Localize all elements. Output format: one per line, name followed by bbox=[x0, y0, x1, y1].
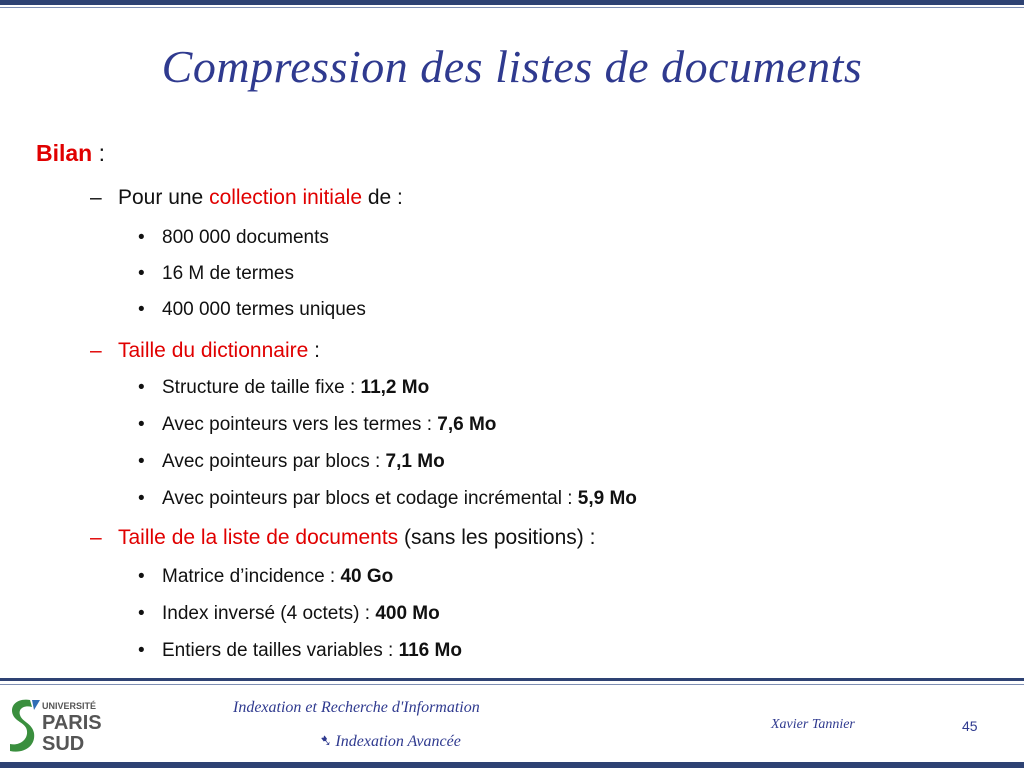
documents-heading bbox=[90, 526, 595, 550]
documents-item-text: Matrice d’incidence : bbox=[162, 566, 341, 587]
university-logo bbox=[6, 696, 116, 756]
documents-item-value: 400 Mo bbox=[375, 603, 440, 624]
footer-subtitle-text: Indexation Avancée bbox=[331, 733, 461, 750]
slide-title: Compression des listes de documents bbox=[161, 41, 863, 92]
bilan-label: Bilan bbox=[36, 140, 93, 166]
bottom-border-bar bbox=[0, 762, 1024, 768]
bullet-marker: • bbox=[138, 566, 145, 587]
bullet-marker: • bbox=[138, 227, 145, 248]
bullet-marker: • bbox=[138, 451, 145, 472]
logo-line2: PARIS bbox=[42, 712, 102, 734]
logo-line3: SUD bbox=[42, 733, 85, 755]
dash-marker: – bbox=[90, 339, 102, 362]
dictionnaire-item-value: 11,2 Mo bbox=[360, 377, 430, 398]
documents-item-value: 40 Go bbox=[340, 566, 394, 587]
collection-item-text: 16 M de termes bbox=[162, 263, 294, 284]
documents-item-text: Entiers de tailles variables : bbox=[162, 640, 399, 661]
logo-s-mark bbox=[10, 700, 34, 752]
dictionnaire-item bbox=[138, 451, 445, 473]
collection-item bbox=[138, 227, 329, 249]
dictionnaire-item-text: Avec pointeurs par blocs : bbox=[162, 451, 386, 472]
dictionnaire-item-text: Avec pointeurs vers les termes : bbox=[162, 414, 438, 435]
collection-item bbox=[138, 299, 366, 321]
footer-course-title: Indexation et Recherche d'Information bbox=[233, 699, 480, 716]
bullet-marker: • bbox=[138, 640, 145, 661]
footer-separator bbox=[0, 678, 1024, 681]
footer-subtitle bbox=[318, 731, 461, 751]
dictionnaire-item-text: Avec pointeurs par blocs et codage incrémental : bbox=[162, 488, 578, 509]
collection-item-text: 400 000 termes uniques bbox=[162, 299, 366, 320]
bullet-marker: • bbox=[138, 488, 145, 509]
page-number: 45 bbox=[962, 718, 978, 734]
dictionnaire-item bbox=[138, 414, 496, 436]
dictionnaire-item-value: 7,6 Mo bbox=[437, 414, 497, 435]
logo-line1: UNIVERSITÉ bbox=[42, 701, 97, 711]
bullet-marker: • bbox=[138, 414, 145, 435]
dictionnaire-item-value: 5,9 Mo bbox=[577, 488, 637, 509]
bullet-marker: • bbox=[138, 377, 145, 398]
collection-heading bbox=[90, 186, 403, 210]
logo-s-accent bbox=[32, 700, 40, 710]
bilan-suffix: : bbox=[92, 140, 106, 166]
dash-marker: – bbox=[90, 186, 102, 209]
dictionnaire-highlight: Taille du dictionnaire bbox=[118, 339, 309, 362]
documents-suffix: (sans les positions) : bbox=[398, 526, 596, 549]
collection-prefix: Pour une bbox=[118, 186, 210, 209]
footer-separator-line bbox=[0, 684, 1024, 685]
bullet-marker: • bbox=[138, 603, 145, 624]
documents-item bbox=[138, 566, 393, 588]
documents-item-value: 116 Mo bbox=[398, 640, 462, 661]
collection-item-text: 800 000 documents bbox=[162, 227, 329, 248]
documents-highlight: Taille de la liste de documents bbox=[118, 526, 399, 549]
dictionnaire-item bbox=[138, 377, 429, 399]
dictionnaire-item-value: 7,1 Mo bbox=[385, 451, 445, 472]
footer-author: Xavier Tannier bbox=[771, 717, 855, 732]
dictionnaire-item-text: Structure de taille fixe : bbox=[162, 377, 361, 398]
documents-item bbox=[138, 603, 440, 625]
bilan-heading bbox=[36, 140, 105, 167]
documents-item-text: Index inversé (4 octets) : bbox=[162, 603, 376, 624]
collection-suffix: de : bbox=[362, 186, 403, 209]
collection-highlight: collection initiale bbox=[209, 186, 362, 209]
bullet-marker: • bbox=[138, 299, 145, 320]
dictionnaire-heading bbox=[90, 339, 320, 363]
dictionnaire-suffix: : bbox=[308, 339, 320, 362]
hook-arrow-icon: ➷ bbox=[318, 733, 332, 750]
dictionnaire-item bbox=[138, 488, 637, 510]
collection-item bbox=[138, 263, 294, 285]
bullet-marker: • bbox=[138, 263, 145, 284]
documents-item bbox=[138, 640, 462, 662]
dash-marker: – bbox=[90, 526, 102, 549]
